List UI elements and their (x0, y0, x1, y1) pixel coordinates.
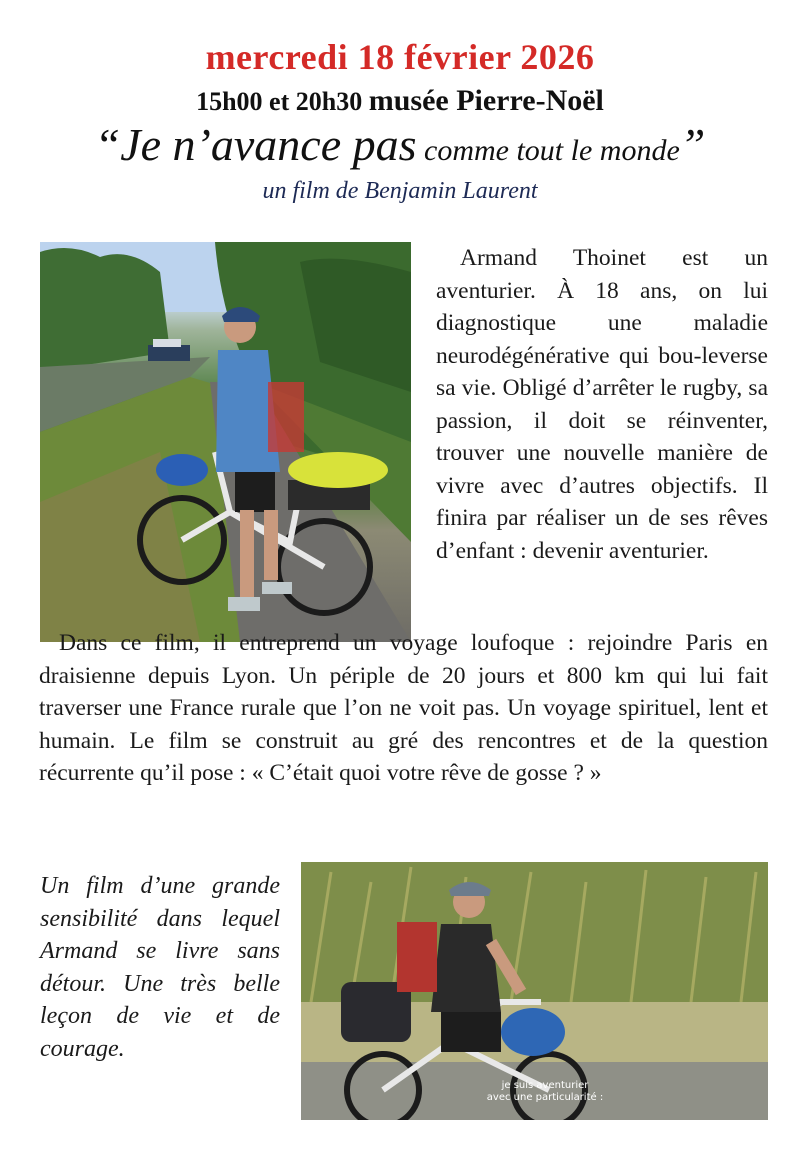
story-paragraph: Dans ce film, il entreprend un voyage loufoque : rejoindre Paris en draisienne depuis Lyon. Un périple de 20 jours et 800 km qui lui fait traverser une France rurale que l’on ne voit pas. Un voyage spirituel, lent et humain. Le film se construit au gré des rencontres et de la question récurrente qu’il pose : « C’était quoi votre rêve de gosse ? » (39, 630, 768, 786)
event-times-venue (0, 84, 800, 118)
synopsis-text: Armand Thoinet est un aventurier. À 18 ans, on lui diagnostique une maladie neurodégénérative qui bou-leverse sa vie. Obligé d’arrêter le rugby, sa passion, il doit se réinventer, trouver une nouvelle manière de vivre avec d’autres objectifs. Il finira par réaliser un de ses rêves d’enfant : devenir aventurier. (436, 245, 768, 564)
synopsis-paragraph (436, 242, 768, 567)
title-rest: comme tout le monde (416, 134, 680, 167)
subtitle-line-2: avec une particularité : (486, 1092, 604, 1103)
title-open-quote: “ (94, 119, 121, 170)
review-quote: Un film d’une grande sensibilité dans lequel Armand se livre sans détour. Une très belle leçon de vie et de courage. (40, 873, 280, 1062)
title-main: Je n’avance pas (120, 119, 417, 170)
film-byline: un film de Benjamin Laurent (262, 178, 538, 204)
event-date: mercredi 18 février 2026 (205, 37, 595, 77)
photo-cyclist-canal (40, 242, 411, 642)
event-times: 15h00 et 20h30 (196, 87, 363, 116)
subtitle-line-1: je suis aventurier (501, 1080, 589, 1091)
event-venue: musée Pierre-Noël (368, 84, 604, 117)
title-close-quote: ” (679, 119, 706, 170)
photo-cyclist-cornfield (301, 862, 768, 1120)
video-subtitle (485, 1080, 605, 1104)
photo-cyclist-canal-illustration (40, 242, 411, 642)
film-title (0, 118, 800, 171)
